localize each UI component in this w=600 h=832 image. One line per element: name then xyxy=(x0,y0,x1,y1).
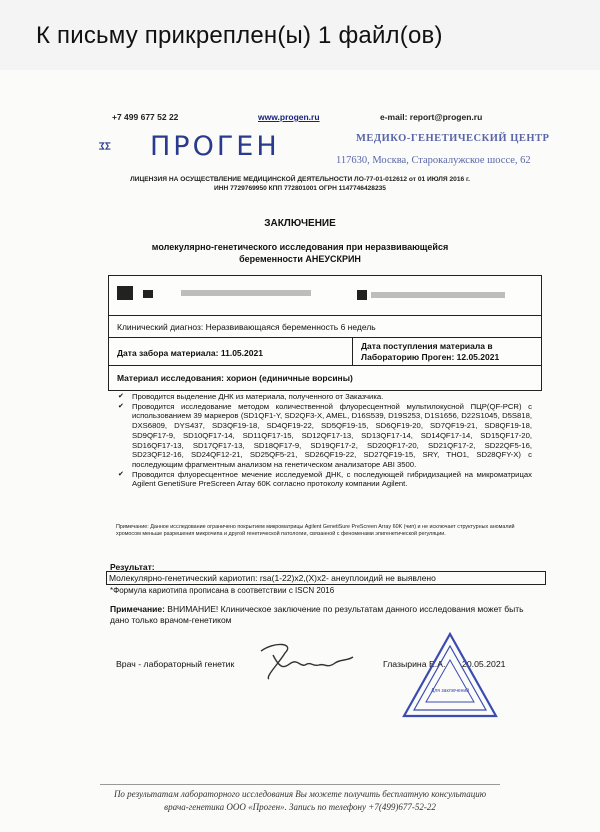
checkmark-icon: ✔ xyxy=(118,393,124,400)
footer-line-1: По результатам лабораторного исследования Вы можете получить бесплатную консультацию xyxy=(113,789,487,799)
subtitle-line-2: беременности АНЕУСКРИН xyxy=(239,254,361,264)
checkmark-icon: ✔ xyxy=(118,402,124,410)
email: e-mail: report@progen.ru xyxy=(380,112,483,122)
license-line: ЛИЦЕНЗИЯ НА ОСУЩЕСТВЛЕНИЕ МЕДИЦИНСКОЙ ДЕЯТЕЛЬНОСТИ ЛО-77-01-012612 от 01 ИЮЛЯ 2016 г. xyxy=(130,176,470,183)
list-item: ✔ Проводится исследование методом количественной флуоресцентной мультилокусной ПЦР(QF-PCR) с использованием 39 маркеров (SD1QF1-Y, SD2QF3-X, AMEL, D16S539, D19S253, D1S1656, D22S1045, D5S818, DXS6809, DYS437, SD3QF19-18, SD4QF19-22, SD5QF19-15, SD6QF19-20, SD7QF19-21, SD8QF19-18, SD9QF17-9, SD10QF17-14, SD11QF17-15, SD12QF17-13, SD13QF17-14, SD14QF17-14, SD15QF17-20, SD16QF17-13, SD17QF17-13, SD18QF17-9, SD19QF17-2, SD20QF17-20, SD21QF17-2, SD22QF5-16, SD23QF12-16, SD24QF12-21, SD25QF5-21, SD26QF19-22, SD27QF19-15, SRY, THO1, SD28QFY-X) с последующим фрагментным анализом на генетическом анализаторе ABI 3500. xyxy=(118,401,532,469)
subtitle-line-1: молекулярно-генетического исследования при неразвивающейся xyxy=(151,242,449,252)
footer-line-2: врача-генетика ООО «Проген». Запись по телефону +7(499)677-52-22 xyxy=(164,802,436,812)
remark-text: ВНИМАНИЕ! Клиническое заключение по результатам данного исследования может быть дано только врачом-генетиком xyxy=(110,604,524,625)
redacted-block xyxy=(143,290,153,298)
footer-note xyxy=(0,788,600,814)
diagnosis-text: Клинический диагноз: Неразвивающаяся беременность 6 недель xyxy=(117,322,376,332)
stamp-icon xyxy=(400,630,500,722)
list-item: ✔ Проводится выделение ДНК из материала, полученного от Заказчика. xyxy=(118,392,384,401)
arrival-date-line-1: Дата поступления материала в xyxy=(361,341,493,351)
arrival-date-cell xyxy=(352,337,542,367)
result-label: Результат: xyxy=(110,562,155,572)
conclusion-subtitle xyxy=(0,241,600,265)
page-title: К письму прикреплен(ы) 1 файл(ов) xyxy=(36,22,443,49)
remark-label: Примечание: xyxy=(110,604,165,614)
redacted-block xyxy=(357,290,367,300)
progen-logo-icon xyxy=(98,131,146,161)
conclusion-title: ЗАКЛЮЧЕНИЕ xyxy=(264,218,336,229)
redacted-block xyxy=(181,290,311,296)
doctor-name: Глазырина Е.А. xyxy=(383,659,446,669)
center-name: МЕДИКО-ГЕНЕТИЧЕСКИЙ ЦЕНТР xyxy=(356,133,550,144)
footer-divider xyxy=(100,784,500,785)
doctor-role: Врач - лабораторный генетик xyxy=(116,659,235,669)
karyotype-formula-note: *Формула кариотипа прописана в соответствии с ISCN 2016 xyxy=(110,586,335,595)
method-note: Примечание: Данное исследование ограничено покрытием микроматрицы Agilent GenetiSure PreScreen Array 60K (чип) и не исключает структурных аномалий хромосом меньше разрешения микрочипа и другой генетической патологии, связанной с феноменами эпигенетической регуляции. xyxy=(116,524,515,537)
redacted-block xyxy=(117,286,133,300)
tax-ids-line: ИНН 7729769950 КПП 772801001 ОГРН 1147746428235 xyxy=(214,185,386,192)
method-list xyxy=(116,392,532,489)
material-text: Материал исследования: хорион (единичные ворсины) xyxy=(117,373,353,383)
redacted-block xyxy=(371,292,505,298)
svg-text:Для заключений: Для заключений xyxy=(430,688,470,694)
karyotype-box: Молекулярно-генетический кариотип: rsa(1-22)x2,(X)x2- анеуплоидий не выявлено xyxy=(106,571,546,585)
patient-info-box xyxy=(108,275,542,317)
list-item: ✔ Проводится флуоресцентное мечение исследуемой ДНК, с последующей гибридизацией на микроматрицах Agilent GenetiSure PreScreen Array 60K согласно протоколу компании Agilent. xyxy=(118,469,532,489)
signature-icon xyxy=(255,637,360,683)
remark xyxy=(110,604,530,626)
arrival-date-line-2: Лабораторию Проген: 12.05.2021 xyxy=(361,352,500,362)
collection-date-cell xyxy=(108,337,354,367)
checkmark-icon: ✔ xyxy=(118,470,124,478)
center-address: 117630, Москва, Старокалужское шоссе, 62 xyxy=(336,155,531,166)
material-row xyxy=(108,365,542,391)
phone: +7 499 677 52 22 xyxy=(112,112,179,122)
arrival-date xyxy=(361,341,499,363)
collection-date: Дата забора материала: 11.05.2021 xyxy=(117,348,263,358)
diagnosis-row xyxy=(108,315,542,339)
sign-date: 20.05.2021 xyxy=(462,659,506,669)
website-link[interactable]: www.progen.ru xyxy=(258,112,320,122)
logo-text: ПРОГЕН xyxy=(150,131,280,162)
